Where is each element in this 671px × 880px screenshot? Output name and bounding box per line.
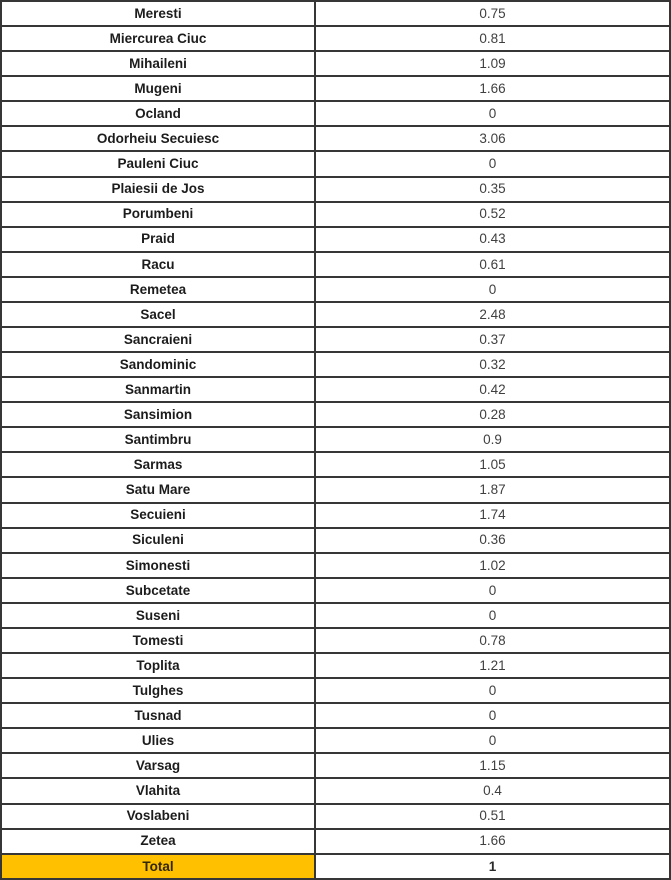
locality-name-cell: Miercurea Ciuc	[1, 26, 315, 51]
locality-value-cell: 1.02	[315, 553, 670, 578]
locality-value-cell: 0	[315, 578, 670, 603]
locality-value-cell: 0	[315, 603, 670, 628]
locality-value-cell: 0.35	[315, 177, 670, 202]
locality-value-cell: 0.36	[315, 528, 670, 553]
table-row	[1, 528, 670, 553]
locality-name-cell: Sandominic	[1, 352, 315, 377]
locality-value-cell: 0.51	[315, 804, 670, 829]
table-row	[1, 101, 670, 126]
locality-value-cell: 0.52	[315, 202, 670, 227]
locality-value-cell: 0	[315, 151, 670, 176]
total-label-cell: Total	[1, 854, 315, 879]
locality-value-cell: 0	[315, 277, 670, 302]
table-row	[1, 728, 670, 753]
locality-value-cell: 0.32	[315, 352, 670, 377]
locality-value-cell: 3.06	[315, 126, 670, 151]
table-row	[1, 703, 670, 728]
table-row	[1, 302, 670, 327]
locality-name-cell: Satu Mare	[1, 477, 315, 502]
locality-value-cell: 1.66	[315, 829, 670, 854]
table-body	[1, 1, 670, 879]
locality-name-cell: Santimbru	[1, 427, 315, 452]
locality-value-cell: 0	[315, 703, 670, 728]
total-row	[1, 854, 670, 879]
locality-name-cell: Remetea	[1, 277, 315, 302]
locality-name-cell: Siculeni	[1, 528, 315, 553]
locality-value-cell: 0.75	[315, 1, 670, 26]
locality-value-cell: 1.09	[315, 51, 670, 76]
table-row	[1, 151, 670, 176]
locality-name-cell: Simonesti	[1, 553, 315, 578]
locality-value-cell: 0.4	[315, 778, 670, 803]
locality-value-cell: 0.81	[315, 26, 670, 51]
locality-value-cell: 0	[315, 728, 670, 753]
table-row	[1, 126, 670, 151]
table-row	[1, 51, 670, 76]
table-row	[1, 678, 670, 703]
table-row	[1, 553, 670, 578]
table-row	[1, 778, 670, 803]
table-row	[1, 202, 670, 227]
locality-value-cell: 0.37	[315, 327, 670, 352]
table-row	[1, 804, 670, 829]
locality-name-cell: Subcetate	[1, 578, 315, 603]
locality-name-cell: Tulghes	[1, 678, 315, 703]
table-row	[1, 829, 670, 854]
locality-name-cell: Vlahita	[1, 778, 315, 803]
locality-name-cell: Mihaileni	[1, 51, 315, 76]
table-row	[1, 76, 670, 101]
locality-name-cell: Tomesti	[1, 628, 315, 653]
locality-name-cell: Voslabeni	[1, 804, 315, 829]
locality-name-cell: Toplita	[1, 653, 315, 678]
table-row	[1, 653, 670, 678]
locality-name-cell: Sacel	[1, 302, 315, 327]
locality-name-cell: Sancraieni	[1, 327, 315, 352]
locality-name-cell: Ulies	[1, 728, 315, 753]
table-row	[1, 1, 670, 26]
table-row	[1, 252, 670, 277]
locality-name-cell: Mugeni	[1, 76, 315, 101]
table-row	[1, 603, 670, 628]
locality-value-cell: 0	[315, 101, 670, 126]
locality-name-cell: Sanmartin	[1, 377, 315, 402]
locality-value-cell: 0.61	[315, 252, 670, 277]
locality-name-cell: Zetea	[1, 829, 315, 854]
locality-value-cell: 0.28	[315, 402, 670, 427]
table-row	[1, 503, 670, 528]
locality-value-cell: 1.74	[315, 503, 670, 528]
locality-value-cell: 1.87	[315, 477, 670, 502]
table-row	[1, 753, 670, 778]
locality-name-cell: Plaiesii de Jos	[1, 177, 315, 202]
locality-name-cell: Varsag	[1, 753, 315, 778]
locality-value-cell: 1.05	[315, 452, 670, 477]
locality-value-cell: 1.66	[315, 76, 670, 101]
table-row	[1, 177, 670, 202]
locality-name-cell: Praid	[1, 227, 315, 252]
locality-name-cell: Racu	[1, 252, 315, 277]
locality-value-cell: 2.48	[315, 302, 670, 327]
locality-name-cell: Odorheiu Secuiesc	[1, 126, 315, 151]
locality-name-cell: Sarmas	[1, 452, 315, 477]
locality-value-cell: 0.9	[315, 427, 670, 452]
table-row	[1, 578, 670, 603]
table-row	[1, 377, 670, 402]
locality-value-cell: 0.43	[315, 227, 670, 252]
locality-value-cell: 0	[315, 678, 670, 703]
table-row	[1, 427, 670, 452]
table-row	[1, 628, 670, 653]
locality-name-cell: Secuieni	[1, 503, 315, 528]
table-row	[1, 26, 670, 51]
table-row	[1, 452, 670, 477]
locality-name-cell: Pauleni Ciuc	[1, 151, 315, 176]
locality-value-cell: 1.21	[315, 653, 670, 678]
table-row	[1, 327, 670, 352]
locality-name-cell: Porumbeni	[1, 202, 315, 227]
locality-name-cell: Sansimion	[1, 402, 315, 427]
locality-value-cell: 1.15	[315, 753, 670, 778]
table-row	[1, 402, 670, 427]
table-row	[1, 477, 670, 502]
locality-value-cell: 0.42	[315, 377, 670, 402]
locality-name-cell: Ocland	[1, 101, 315, 126]
locality-name-cell: Suseni	[1, 603, 315, 628]
table-row	[1, 277, 670, 302]
locality-value-cell: 0.78	[315, 628, 670, 653]
locality-name-cell: Tusnad	[1, 703, 315, 728]
table-row	[1, 352, 670, 377]
total-value-cell: 1	[315, 854, 670, 879]
table-row	[1, 227, 670, 252]
locality-name-cell: Meresti	[1, 1, 315, 26]
